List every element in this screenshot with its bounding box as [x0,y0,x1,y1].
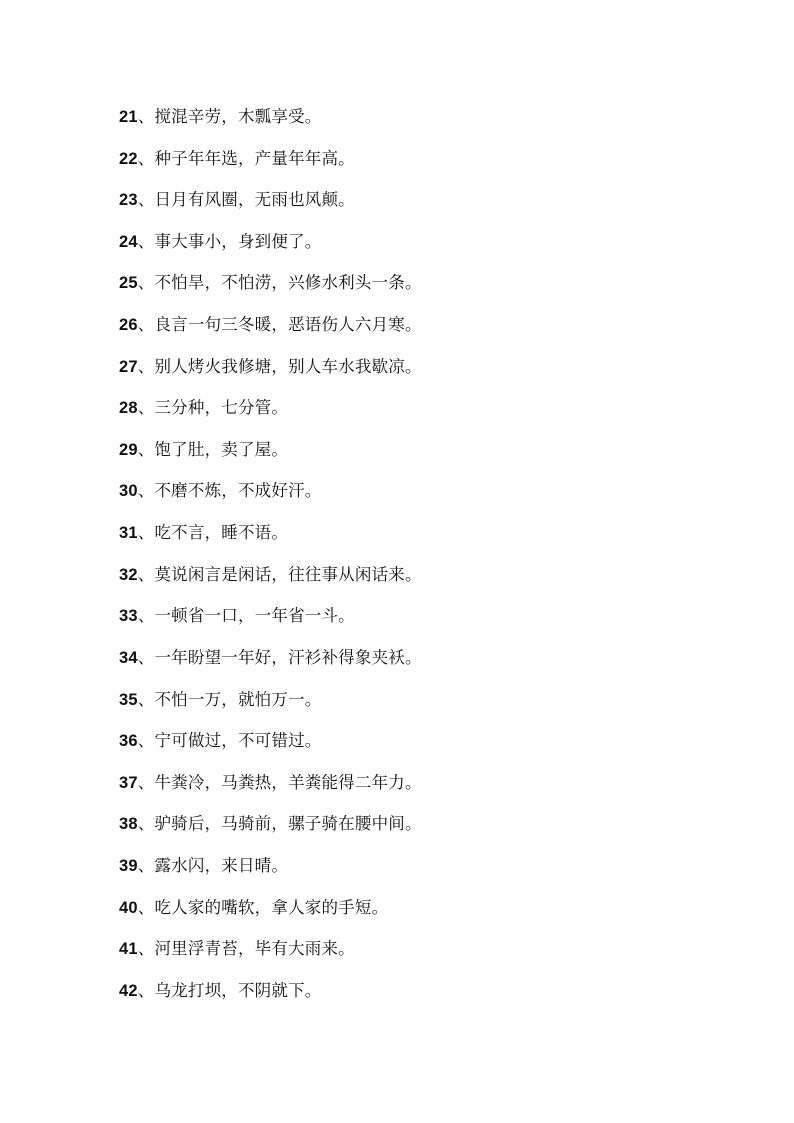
list-item [119,562,422,604]
item-separator: 、 [137,939,155,959]
item-separator: 、 [137,772,155,792]
item-text: 一顿省一口，一年省一斗。 [154,606,355,626]
item-number: 28 [119,399,138,418]
item-number: 22 [119,149,138,168]
list-item [119,936,422,978]
item-separator: 、 [137,273,155,293]
proverb-list [119,104,422,1019]
item-text: 事大事小，身到便了。 [154,231,322,251]
item-separator: 、 [137,814,155,834]
list-item [119,520,422,562]
item-number: 29 [119,440,138,459]
list-item [119,687,422,729]
item-separator: 、 [137,523,155,543]
item-text: 牛粪冷，马粪热，羊粪能得二年力。 [154,772,422,792]
item-separator: 、 [137,231,155,251]
item-number: 27 [119,357,138,376]
item-text: 三分种，七分管。 [154,398,289,418]
item-text: 搅混辛劳，木瓢享受。 [154,107,322,126]
item-number: 41 [119,940,138,959]
item-text: 河里浮青苔，毕有大雨来。 [154,939,355,959]
item-text: 种子年年选，产量年年高。 [154,148,355,168]
item-text: 一年盼望一年好，汗衫补得象夹袄。 [154,647,422,667]
item-number: 42 [119,981,138,1000]
item-text: 饱了肚，卖了屋。 [154,439,289,459]
item-text: 别人烤火我修塘，别人车水我歇凉。 [154,356,422,376]
item-separator: 、 [137,689,155,709]
item-separator: 、 [137,897,155,917]
list-item [119,478,422,520]
item-number: 25 [119,274,138,293]
list-item [119,978,422,1020]
item-number: 23 [119,191,138,210]
item-separator: 、 [137,481,155,501]
item-separator: 、 [137,439,155,459]
item-separator: 、 [137,356,155,376]
item-separator: 、 [137,731,155,751]
item-separator: 、 [137,315,155,335]
item-separator: 、 [137,647,155,667]
item-text: 莫说闲言是闲话，往往事从闲话来。 [154,564,422,584]
item-separator: 、 [137,190,155,210]
list-item [119,895,422,937]
item-text: 宁可做过，不可错过。 [154,731,322,751]
item-text: 不怕一万，就怕万一。 [154,689,322,709]
item-number: 37 [119,773,138,792]
item-separator: 、 [137,398,155,418]
list-item [119,395,422,437]
item-separator: 、 [137,564,155,584]
item-number: 31 [119,524,138,543]
list-item [119,811,422,853]
item-separator: 、 [137,606,155,626]
item-separator: 、 [137,980,155,1000]
list-item [119,104,422,146]
list-item [119,270,422,312]
item-number: 21 [119,108,138,126]
item-number: 35 [119,690,138,709]
item-number: 30 [119,482,138,501]
item-text: 乌龙打坝，不阴就下。 [154,980,322,1000]
list-item [119,728,422,770]
list-item [119,354,422,396]
list-item [119,146,422,188]
item-text: 不怕旱，不怕涝，兴修水利头一条。 [154,273,422,293]
item-number: 38 [119,815,138,834]
item-text: 吃不言，睡不语。 [154,523,289,543]
item-separator: 、 [137,855,155,875]
list-item [119,853,422,895]
item-number: 32 [119,565,138,584]
item-text: 良言一句三冬暖，恶语伤人六月寒。 [154,315,422,335]
item-text: 吃人家的嘴软，拿人家的手短。 [154,897,389,917]
item-number: 33 [119,607,138,626]
item-number: 26 [119,316,138,335]
item-number: 40 [119,898,138,917]
item-separator: 、 [137,107,155,126]
item-text: 驴骑后，马骑前，骡子骑在腰中间。 [154,814,422,834]
list-item [119,437,422,479]
item-text: 日月有风圈，无雨也风颠。 [154,190,355,210]
list-item [119,645,422,687]
list-item [119,187,422,229]
item-number: 36 [119,732,138,751]
item-text: 露水闪，来日晴。 [154,855,289,875]
item-number: 39 [119,856,138,875]
item-number: 24 [119,232,138,251]
list-item [119,229,422,271]
item-text: 不磨不炼，不成好汗。 [154,481,322,501]
item-separator: 、 [137,148,155,168]
list-item [119,603,422,645]
item-number: 34 [119,648,138,667]
list-item [119,770,422,812]
list-item [119,312,422,354]
